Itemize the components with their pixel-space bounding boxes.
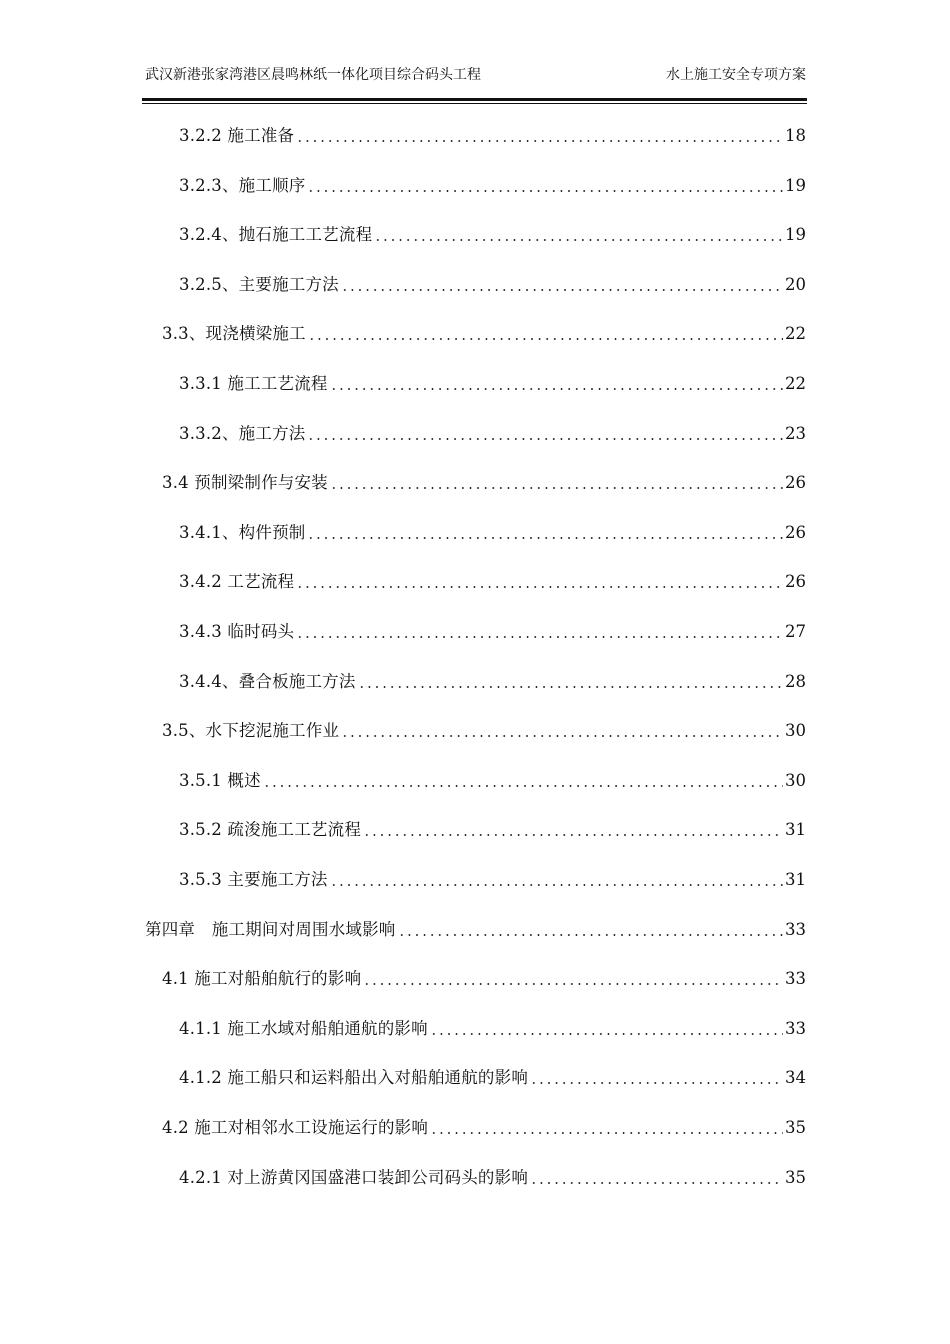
toc-entry-title: 4.1.1 施工水域对船舶通航的影响 <box>179 1019 428 1038</box>
toc-entry-title: 3.2.4、抛石施工工艺流程 <box>179 225 373 244</box>
toc-entry-title: 3.2.2 施工准备 <box>179 126 295 145</box>
toc-entry[interactable] <box>179 272 806 296</box>
toc-entry-page-number: 30 <box>785 771 806 790</box>
toc-entry[interactable] <box>179 421 806 445</box>
toc-entry-page-number: 31 <box>785 820 806 839</box>
toc-entry[interactable] <box>179 817 806 841</box>
toc-entry-title: 3.3.1 施工工艺流程 <box>179 374 328 393</box>
toc-entry-title: 3.2.5、主要施工方法 <box>179 275 339 294</box>
toc-dot-leader <box>330 487 783 489</box>
toc-entry[interactable] <box>179 619 806 643</box>
header-rule-thin <box>142 103 807 104</box>
toc-entry-page-number: 34 <box>785 1068 806 1087</box>
toc-entry[interactable] <box>179 768 806 792</box>
toc-entry[interactable] <box>179 520 806 544</box>
header-project-title: 武汉新港张家湾港区晨鸣林纸一体化项目综合码头工程 <box>145 67 481 83</box>
toc-entry-title: 3.2.3、施工顺序 <box>179 176 306 195</box>
toc-entry-page-number: 26 <box>785 473 806 492</box>
toc-dot-leader <box>341 289 783 291</box>
toc-entry-title: 4.2 施工对相邻水工设施运行的影响 <box>162 1118 429 1137</box>
toc-dot-leader <box>363 983 783 985</box>
toc-entry-page-number: 33 <box>785 969 806 988</box>
toc-entry-title: 3.5.2 疏浚施工工艺流程 <box>179 820 362 839</box>
toc-entry-page-number: 18 <box>785 126 806 145</box>
toc-dot-leader <box>530 1182 783 1184</box>
toc-entry-page-number: 26 <box>785 572 806 591</box>
toc-entry-title: 3.4.1、构件预制 <box>179 523 306 542</box>
toc-dot-leader <box>341 735 783 737</box>
page-header <box>145 62 806 94</box>
toc-entry-title: 3.3.2、施工方法 <box>179 424 306 443</box>
toc-dot-leader <box>430 1132 783 1134</box>
toc-entry-title: 4.2.1 对上游黄冈国盛港口装卸公司码头的影响 <box>179 1168 529 1187</box>
toc-entry-title: 3.4.2 工艺流程 <box>179 572 295 591</box>
toc-entry-page-number: 33 <box>785 1019 806 1038</box>
toc-entry-page-number: 28 <box>785 672 806 691</box>
toc-dot-leader <box>263 785 783 787</box>
toc-entry-page-number: 33 <box>785 920 806 939</box>
toc-entry[interactable] <box>162 321 806 345</box>
toc-entry[interactable] <box>145 917 806 941</box>
toc-dot-leader <box>308 338 783 340</box>
toc-entry-title: 4.1 施工对船舶航行的影响 <box>162 969 362 988</box>
toc-entry[interactable] <box>179 669 806 693</box>
toc-entry[interactable] <box>179 867 806 891</box>
toc-entry-title: 4.1.2 施工船只和运料船出入对船舶通航的影响 <box>179 1068 529 1087</box>
toc-entry[interactable] <box>162 1115 806 1139</box>
toc-entry-title: 3.3、现浇横梁施工 <box>162 324 306 343</box>
toc-entry[interactable] <box>179 123 806 147</box>
toc-entry[interactable] <box>162 966 806 990</box>
toc-entry-page-number: 35 <box>785 1168 806 1187</box>
toc-entry[interactable] <box>179 222 806 246</box>
toc-entry-title: 第四章 施工期间对周围水域影响 <box>145 920 396 939</box>
toc-dot-leader <box>363 834 783 836</box>
toc-entry-page-number: 30 <box>785 721 806 740</box>
toc-entry-title: 3.4.3 临时码头 <box>179 622 295 641</box>
toc-dot-leader <box>307 190 783 192</box>
header-rule-thick <box>142 98 807 101</box>
toc-dot-leader <box>296 636 783 638</box>
toc-entry-page-number: 19 <box>785 225 806 244</box>
toc-dot-leader <box>430 1033 783 1035</box>
toc-entry-page-number: 22 <box>785 374 806 393</box>
toc-dot-leader <box>296 140 783 142</box>
toc-dot-leader <box>530 1082 783 1084</box>
toc-entry-page-number: 27 <box>785 622 806 641</box>
toc-dot-leader <box>307 537 783 539</box>
toc-entry[interactable] <box>179 173 806 197</box>
toc-entry[interactable] <box>179 569 806 593</box>
toc-entry[interactable] <box>179 1016 806 1040</box>
header-document-title: 水上施工安全专项方案 <box>666 67 806 83</box>
toc-entry-page-number: 19 <box>785 176 806 195</box>
toc-entry[interactable] <box>179 1065 806 1089</box>
toc-entry-page-number: 20 <box>785 275 806 294</box>
toc-entry-title: 3.4 预制梁制作与安装 <box>162 473 328 492</box>
toc-dot-leader <box>307 438 783 440</box>
toc-dot-leader <box>398 934 784 936</box>
toc-entry-title: 3.5.3 主要施工方法 <box>179 870 328 889</box>
toc-entry-page-number: 23 <box>785 424 806 443</box>
toc-dot-leader <box>374 239 783 241</box>
toc-entry-title: 3.5.1 概述 <box>179 771 261 790</box>
toc-entry[interactable] <box>162 718 806 742</box>
toc-entry-page-number: 22 <box>785 324 806 343</box>
toc-entry[interactable] <box>162 470 806 494</box>
toc-entry-page-number: 26 <box>785 523 806 542</box>
toc-dot-leader <box>330 388 783 390</box>
toc-entry-page-number: 35 <box>785 1118 806 1137</box>
toc-entry-page-number: 31 <box>785 870 806 889</box>
toc-dot-leader <box>296 586 783 588</box>
toc-entry[interactable] <box>179 1165 806 1189</box>
toc-dot-leader <box>358 686 783 688</box>
toc-entry[interactable] <box>179 371 806 395</box>
toc-dot-leader <box>330 884 783 886</box>
toc-entry-title: 3.5、水下挖泥施工作业 <box>162 721 340 740</box>
toc-entry-title: 3.4.4、叠合板施工方法 <box>179 672 356 691</box>
